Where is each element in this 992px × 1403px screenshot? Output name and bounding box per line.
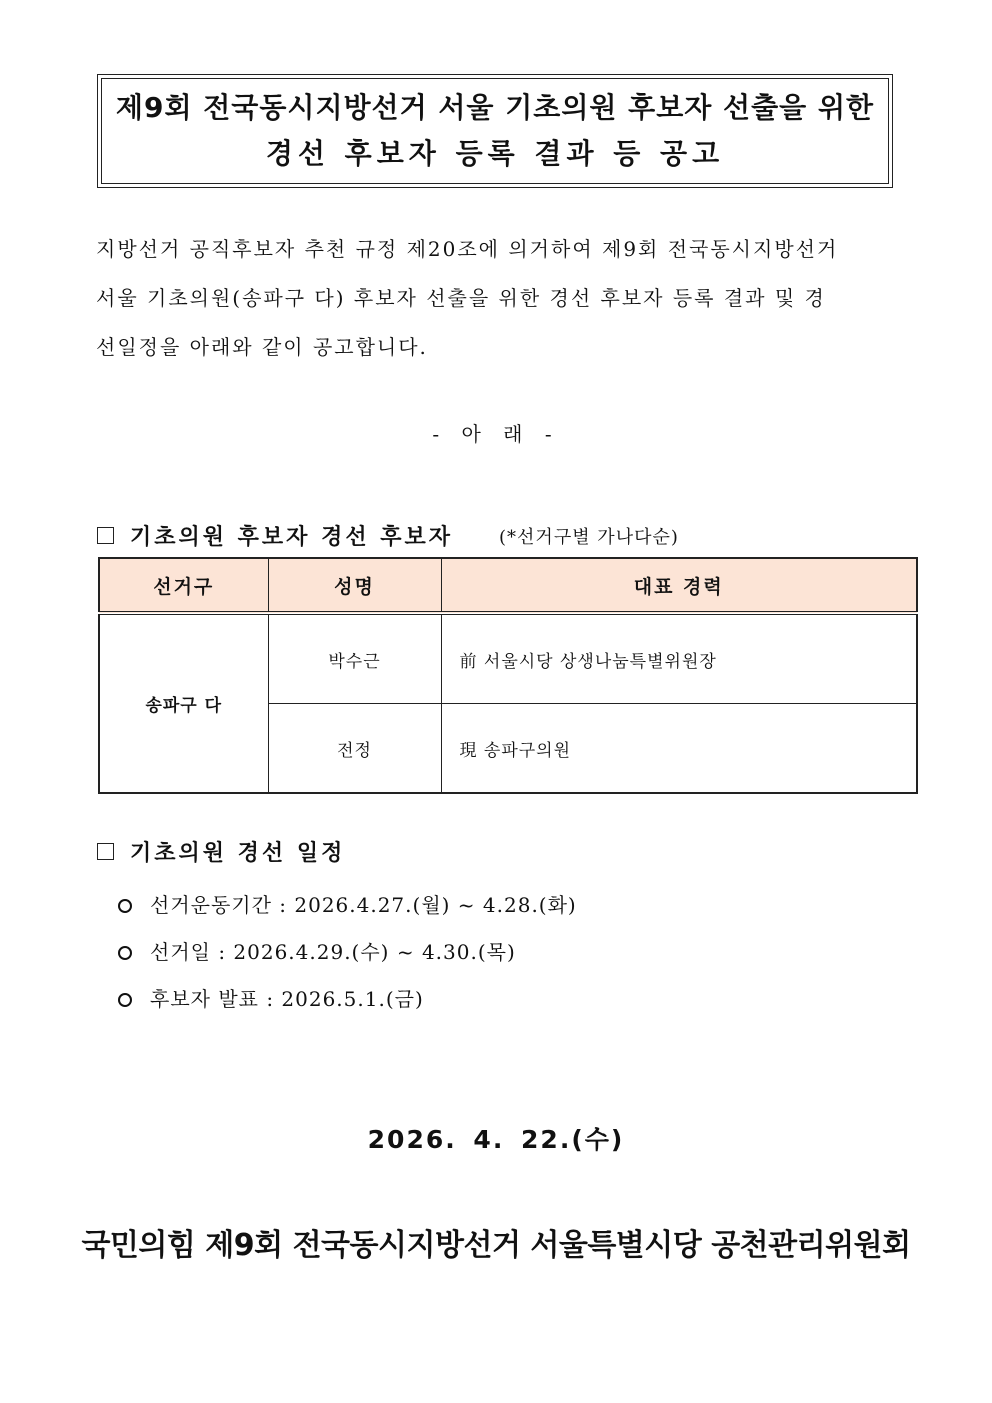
schedule-item-text: 선거일 : 2026.4.29.(수) ~ 4.30.(목) xyxy=(150,940,516,964)
candidates-section-heading xyxy=(97,520,679,551)
checkbox-square-icon xyxy=(97,527,114,544)
candidate-career-cell: 前 서울시당 상생나눔특별위원장 xyxy=(441,613,917,704)
intro-line-2: 서울 기초의원(송파구 다) 후보자 선출을 위한 경선 후보자 등록 결과 및 경 xyxy=(96,286,826,310)
district-cell: 송파구 다 xyxy=(99,613,268,793)
schedule-heading-label: 기초의원 경선 일정 xyxy=(130,841,346,866)
circle-bullet-icon xyxy=(118,993,132,1007)
schedule-section-heading xyxy=(97,836,345,867)
circle-bullet-icon xyxy=(118,899,132,913)
schedule-item-text: 선거운동기간 : 2026.4.27.(월) ~ 4.28.(화) xyxy=(150,893,577,917)
checkbox-square-icon xyxy=(97,843,114,860)
issuing-organization: 국민의힘 제9회 전국동시지방선거 서울특별시당 공천관리위원회 xyxy=(81,1228,911,1263)
announcement-date: 2026. 4. 22.(수) xyxy=(367,1125,625,1154)
circle-bullet-icon xyxy=(118,946,132,960)
title-box xyxy=(97,74,893,188)
candidate-name-cell: 전정 xyxy=(268,704,441,794)
title-line-2: 경선 후보자 등록 결과 등 공고 xyxy=(265,137,725,170)
table-row xyxy=(99,613,917,704)
intro-line-3: 선일정을 아래와 같이 공고합니다. xyxy=(96,335,428,359)
intro-paragraph xyxy=(96,225,896,372)
candidates-heading-label: 기초의원 후보자 경선 후보자 xyxy=(130,525,454,550)
column-header-career: 대표 경력 xyxy=(441,558,917,613)
candidates-table xyxy=(98,557,918,794)
column-header-district: 선거구 xyxy=(99,558,268,613)
list-item xyxy=(118,882,577,929)
candidates-heading-note: (*선거구별 가나다순) xyxy=(499,526,679,548)
table-header-row xyxy=(99,558,917,613)
intro-line-1: 지방선거 공직후보자 추천 규정 제20조에 의거하여 제9회 전국동시지방선거 xyxy=(96,237,839,261)
notice-heading: - 아 래 - xyxy=(432,422,560,446)
list-item xyxy=(118,929,577,976)
candidate-career-cell: 現 송파구의원 xyxy=(441,704,917,794)
schedule-item-text: 후보자 발표 : 2026.5.1.(금) xyxy=(150,987,424,1011)
title-line-1: 제9회 전국동시지방선거 서울 기초의원 후보자 선출을 위한 xyxy=(115,91,875,124)
title-inner-border xyxy=(101,78,889,184)
schedule-list xyxy=(118,882,577,1023)
column-header-name: 성명 xyxy=(268,558,441,613)
list-item xyxy=(118,976,577,1023)
candidate-name-cell: 박수근 xyxy=(268,613,441,704)
